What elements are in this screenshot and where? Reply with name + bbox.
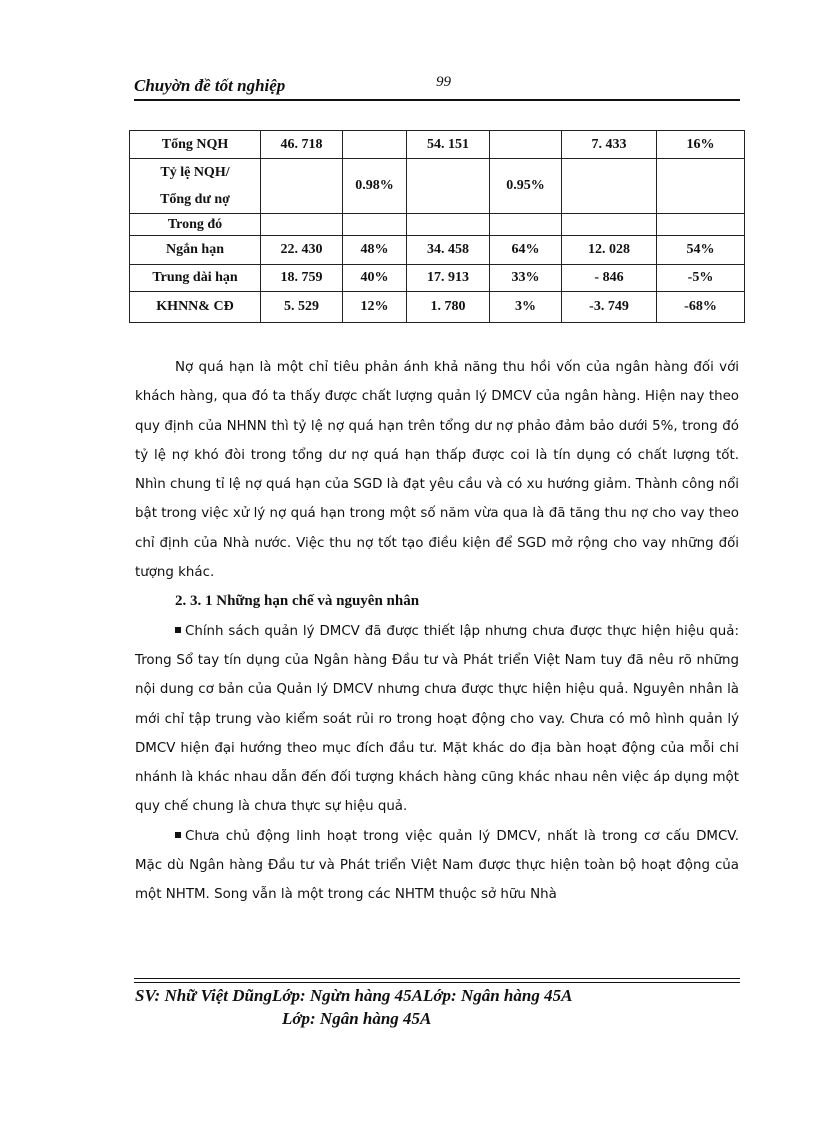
table-cell: 5. 529 [261, 292, 343, 323]
table-cell: Trung dài hạn [130, 265, 261, 292]
table-cell: Tổng NQH [130, 131, 261, 159]
paragraph [135, 822, 739, 910]
table-cell: 34. 458 [407, 236, 490, 265]
table-cell: -3. 749 [562, 292, 657, 323]
square-bullet-icon [175, 627, 181, 633]
section-heading: 2. 3. 1 Những hạn chế và nguyên nhân [175, 593, 420, 610]
table-row [130, 292, 745, 323]
table-cell: 40% [343, 265, 407, 292]
table-row [130, 265, 745, 292]
table-cell: 54% [657, 236, 745, 265]
table-cell: 12% [343, 292, 407, 323]
table-cell: 3% [490, 292, 562, 323]
table-cell [562, 214, 657, 236]
footer-line: Lớp: Ngân hàng 45A [282, 1009, 432, 1028]
table-cell [407, 214, 490, 236]
table-cell: 48% [343, 236, 407, 265]
table-cell [657, 159, 745, 214]
table-row [130, 236, 745, 265]
table-cell: 18. 759 [261, 265, 343, 292]
table-cell [343, 214, 407, 236]
table-cell: 22. 430 [261, 236, 343, 265]
table-cell: KHNN& CĐ [130, 292, 261, 323]
table-cell [261, 159, 343, 214]
table-cell: 7. 433 [562, 131, 657, 159]
npl-table [129, 130, 745, 323]
table-cell: -68% [657, 292, 745, 323]
table-cell: 54. 151 [407, 131, 490, 159]
table-cell: Trong đó [130, 214, 261, 236]
footer-line: SV: Nhữ Việt DũngLớp: Ngừn hàng 45ALớp: Ngân hàng 45A [135, 986, 573, 1005]
table-cell: 1. 780 [407, 292, 490, 323]
table-cell [130, 159, 261, 214]
table-cell [562, 159, 657, 214]
table-cell: 33% [490, 265, 562, 292]
table-cell: 46. 718 [261, 131, 343, 159]
table-cell: 0.98% [343, 159, 407, 214]
table-cell: -5% [657, 265, 745, 292]
table-cell: 16% [657, 131, 745, 159]
table-cell [343, 131, 407, 159]
table-cell: 12. 028 [562, 236, 657, 265]
row-label-line: Tổng dư nợ [160, 192, 230, 207]
table-cell: 64% [490, 236, 562, 265]
body-text [135, 353, 739, 910]
paragraph: Nợ quá hạn là một chỉ tiêu phản ánh khả năng thu hồi vốn của ngân hàng đối với khách hàng, qua đó ta thấy được chất lượng quản lý DMCV của ngân hàng. Hiện nay theo quy định của NHNN thì tỷ lệ nợ quá hạn trên tổng dư nợ phảo đảm bảo dưới 5%, trong đó tỷ lệ nợ khó đòi trong tổng dư nợ quá hạn thấp được coi là tín dụng có chất lượng tốt. Nhìn chung tỉ lệ nợ quá hạn của SGD là đạt yêu cầu và có xu hướng giảm. Thành công nổi bật trong việc xử lý nợ quá hạn trong một số năm vừa qua là đã tăng thu nợ cho vay theo chỉ định của Nhà nước. Việc thu nợ tốt tạo điều kiện để SGD mở rộng cho vay những đối tượng khác. [135, 360, 739, 581]
table-cell [407, 159, 490, 214]
table-cell: 0.95% [490, 159, 562, 214]
header-bar [134, 74, 740, 100]
paragraph [135, 617, 739, 822]
header-title: Chuyờn đề tốt nghiệp [134, 76, 286, 95]
table-cell: Ngắn hạn [130, 236, 261, 265]
footer-divider [134, 978, 740, 979]
table-row [130, 131, 745, 159]
table-row [130, 214, 745, 236]
table-cell: - 846 [562, 265, 657, 292]
page-number: 99 [436, 74, 451, 90]
table-cell: 17. 913 [407, 265, 490, 292]
table-cell [490, 214, 562, 236]
square-bullet-icon [175, 832, 181, 838]
paragraph-text: Chính sách quản lý DMCV đã được thiết lập nhưng chưa được thực hiện hiệu quả: Trong Sổ tay tín dụng của Ngân hàng Đầu tư và Phát triển Việt Nam tuy đã nêu rõ những nội dung cơ bản của Quản lý DMCV nhưng chưa được thực hiện hiệu quả. Nguyên nhân là mới chỉ tập trung vào kiểm soát rủi ro trong hoạt động cho vay. Chưa có mô hình quản lý DMCV hiện đại hướng theo mục đích đầu tư. Mặt khác do địa bàn hoạt động của mỗi chi nhánh là khác nhau dẫn đến đối tượng khách hàng cũng khác nhau nên việc áp dụng một quy chế chung là chưa thực sự hiệu quả. [135, 623, 739, 815]
table-cell [261, 214, 343, 236]
paragraph-text: Chưa chủ động linh hoạt trong việc quản lý DMCV, nhất là trong cơ cấu DMCV. Mặc dù Ngân hàng Đầu tư và Phát triển Việt Nam được thực hiện toàn bộ hoạt động của một NHTM. Song vẫn là một trong các NHTM thuộc sở hữu Nhà [135, 828, 739, 903]
table-row [130, 159, 745, 214]
footer-divider [134, 982, 740, 983]
table-cell [490, 131, 562, 159]
table-cell [657, 214, 745, 236]
header-divider [134, 99, 740, 101]
row-label-line: Tỷ lệ NQH/ [160, 165, 230, 180]
